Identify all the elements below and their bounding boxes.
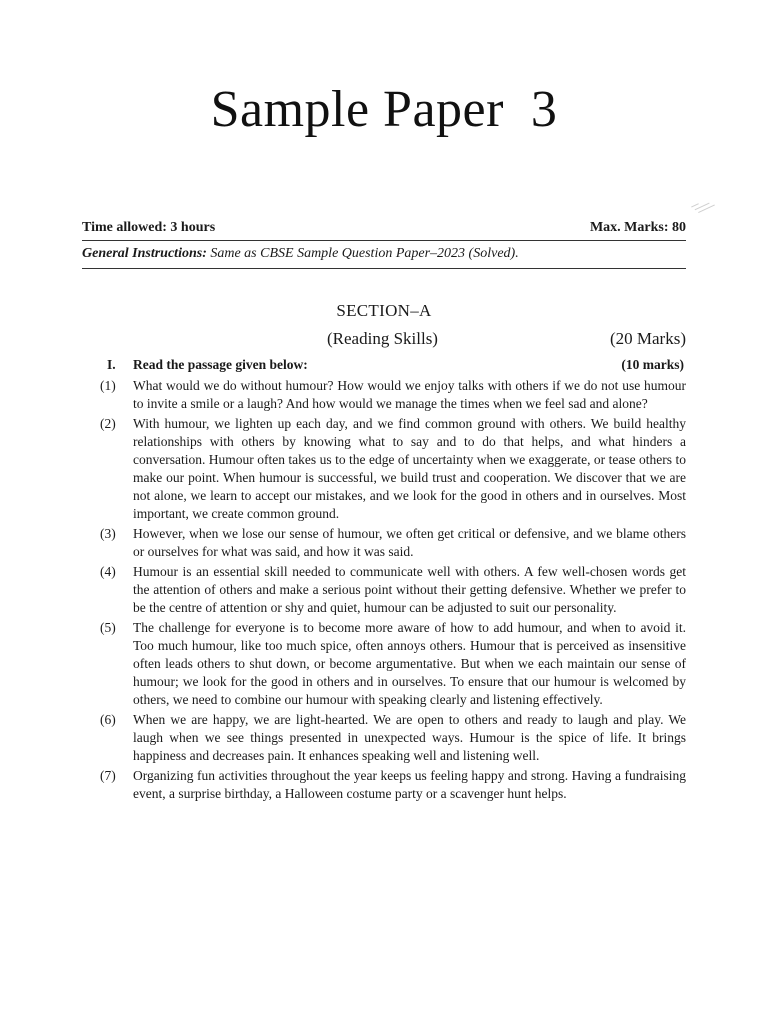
paragraph-number: (1) xyxy=(100,378,116,393)
paragraph xyxy=(82,767,686,803)
question-number: I. xyxy=(107,357,116,372)
paragraph-number: (5) xyxy=(100,620,116,635)
paragraph-number: (6) xyxy=(100,712,116,727)
divider xyxy=(82,268,686,269)
paragraph-text: When we are happy, we are light-hearted. We are open to others and ready to laugh and play. We laugh when we see things presented in unexpected ways. Humour is the spice of life. It brings happiness and decreases pain. It enhances speaking well and listening well. xyxy=(133,712,686,763)
paragraph xyxy=(82,525,686,561)
paragraph-number: (3) xyxy=(100,526,116,541)
divider xyxy=(82,240,686,241)
faint-mark-icon xyxy=(688,193,718,218)
paragraph xyxy=(82,563,686,617)
paragraph-text: However, when we lose our sense of humour, we often get critical or defensive, and we blame others or ourselves for what was said, and how it was said. xyxy=(133,526,686,559)
paragraph xyxy=(82,711,686,765)
question-marks: (10 marks) xyxy=(621,357,684,372)
paper-title: Sample Paper 3 xyxy=(210,81,558,138)
paragraph xyxy=(82,377,686,413)
question-text: Read the passage given below: xyxy=(133,357,308,372)
paragraph-number: (7) xyxy=(100,768,116,783)
section-subtitle: (Reading Skills) xyxy=(327,329,438,348)
time-allowed: Time allowed: 3 hours xyxy=(82,220,216,235)
section-title: SECTION–A xyxy=(336,301,432,320)
general-instructions xyxy=(82,246,686,262)
paragraph-text: The challenge for everyone is to become more aware of how to add humour, and when to avoid it. Too much humour, like too much spice, often annoys others. Humour that is perceived as insensitive often leads others to shut down, or become argumentative. But when we each maintain our sense of humour; we look for the good in others and in ourselves. To ensure that our humour is welcomed by others, we need to combine our humour with speaking clearly and listening effectively. xyxy=(133,620,686,707)
paragraph-text: With humour, we lighten up each day, and we find common ground with others. We build healthy relationships with others by knowing what to say and to do that helps, and what hinders a conversation. Humour often takes us to the edge of uncertainty when we exaggerate, or tease others to make our point. When humour is successful, we build trust and cooperation. We discover that we are not alone, we learn to accept our mistakes, and we look for the good in others and in ourselves. Most important, we create common ground. xyxy=(133,416,686,521)
paragraph xyxy=(82,415,686,523)
instructions-text: Same as CBSE Sample Question Paper–2023 (Solved). xyxy=(206,246,519,261)
paragraph-text: What would we do without humour? How would we enjoy talks with others if we do not use humour to invite a smile or a laugh? And how would we manage the times when we feel sad and alone? xyxy=(133,378,686,411)
max-marks: Max. Marks: 80 xyxy=(589,220,686,235)
paper-meta xyxy=(82,220,686,236)
paragraph-text: Organizing fun activities throughout the year keeps us feeling happy and strong. Having a fundraising event, a surprise birthday, a Halloween costume party or a scavenger hunt helps. xyxy=(133,768,686,801)
paragraph-number: (4) xyxy=(100,564,116,579)
instructions-lead: General Instructions: xyxy=(82,246,207,261)
section-marks: (20 Marks) xyxy=(609,329,686,348)
passage xyxy=(82,377,686,805)
paragraph-text: Humour is an essential skill needed to communicate well with others. A few well-chosen words get the attention of others and make a serious point without their getting defensive. Whether we prefer to be the centre of attention or shy and quiet, humour can be adjusted to suit our personality. xyxy=(133,564,686,615)
paragraph-number: (2) xyxy=(100,416,116,431)
paragraph xyxy=(82,619,686,709)
